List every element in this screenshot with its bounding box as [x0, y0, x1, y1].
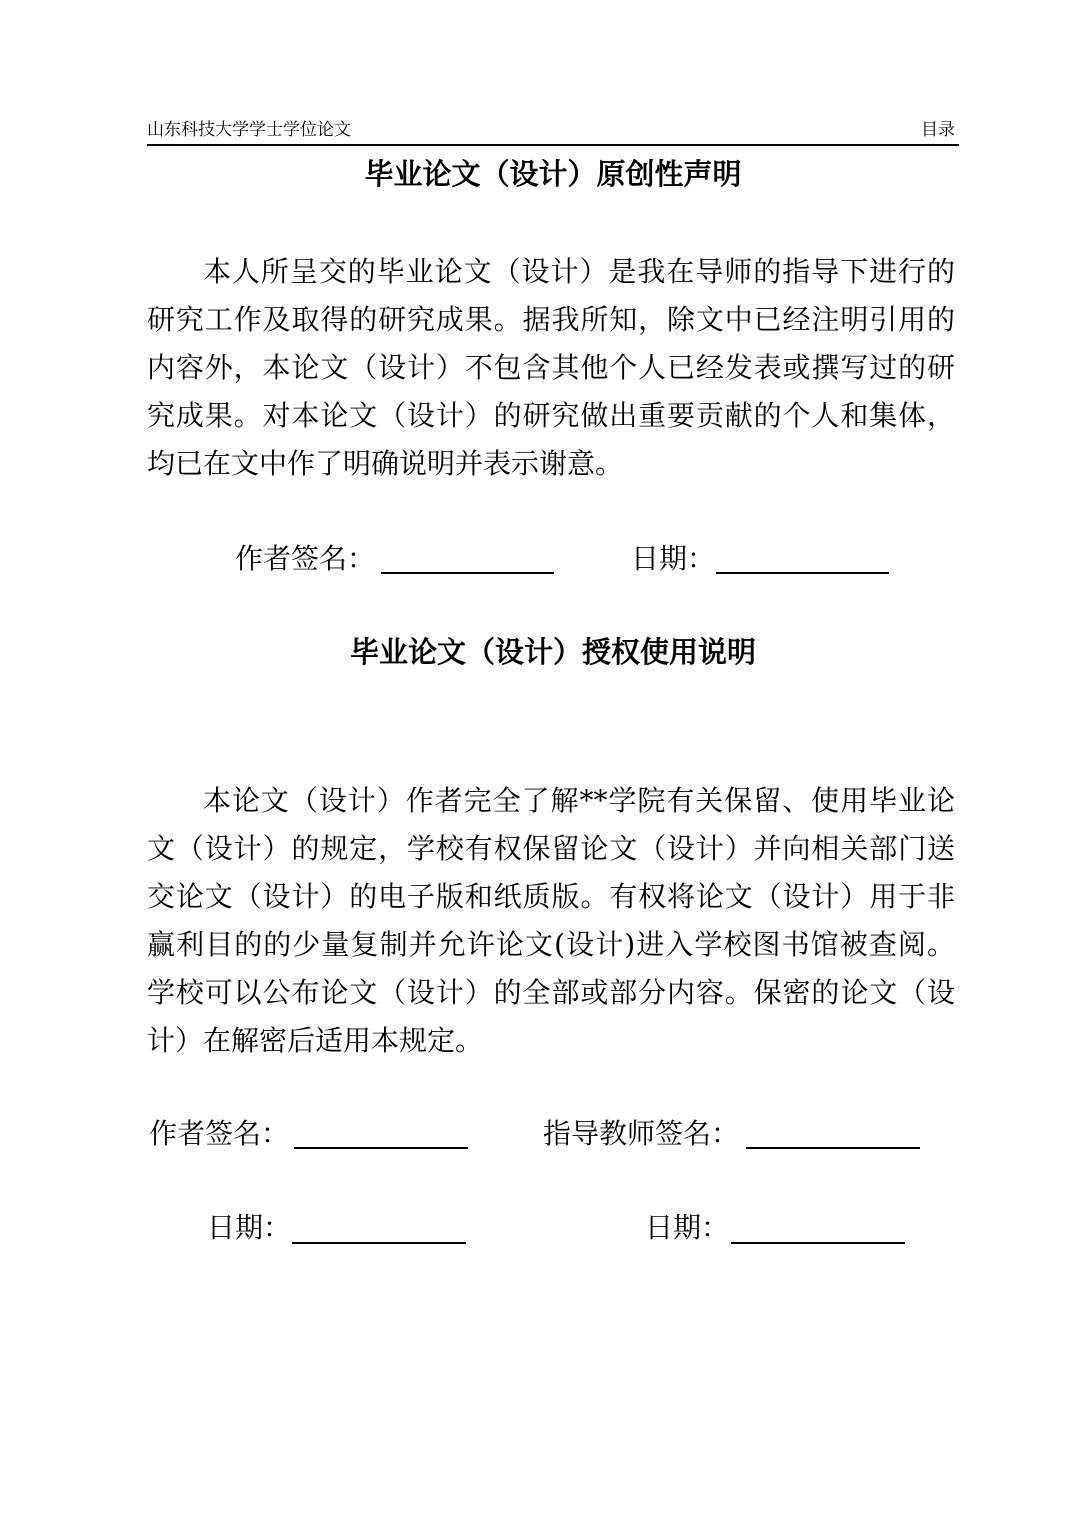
authorization-author-date-field[interactable] [292, 1242, 466, 1244]
declaration-author-sign-label: 作者签名： [235, 542, 376, 575]
page-header [147, 118, 959, 146]
authorization-line: 赢利目的的少量复制并允许论文(设计)进入学校图书馆被查阅。 [147, 928, 955, 961]
authorization-line: 本论文（设计）作者完全了解**学院有关保留、使用毕业论 [203, 784, 955, 817]
declaration-line: 均已在文中作了明确说明并表示谢意。 [147, 447, 624, 480]
authorization-line: 文（设计）的规定，学校有权保留论文（设计）并向相关部门送 [147, 832, 955, 865]
declaration-date-field[interactable] [716, 572, 889, 574]
authorization-advisor-date-field[interactable] [731, 1242, 905, 1244]
authorization-title: 毕业论文（设计）授权使用说明 [349, 635, 756, 669]
authorization-advisor-sign-field[interactable] [746, 1147, 920, 1149]
declaration-title: 毕业论文（设计）原创性声明 [364, 157, 742, 191]
authorization-line: 计）在解密后适用本规定。 [147, 1024, 484, 1057]
authorization-advisor-date-label: 日期： [645, 1211, 730, 1244]
declaration-line: 究成果。对本论文（设计）的研究做出重要贡献的个人和集体， [147, 399, 955, 432]
authorization-author-date-label: 日期： [207, 1211, 292, 1244]
declaration-line: 本人所呈交的毕业论文（设计）是我在导师的指导下进行的 [203, 255, 955, 288]
declaration-line: 内容外，本论文（设计）不包含其他个人已经发表或撰写过的研 [147, 351, 955, 384]
declaration-author-sign-field[interactable] [381, 572, 554, 574]
declaration-line: 研究工作及取得的研究成果。据我所知，除文中已经注明引用的 [147, 303, 955, 336]
authorization-body [147, 777, 955, 1065]
authorization-author-sign-label: 作者签名： [149, 1117, 290, 1150]
header-section-name: 目录 [921, 120, 955, 140]
header-thesis-name: 山东科技大学学士学位论文 [147, 120, 351, 140]
authorization-line: 交论文（设计）的电子版和纸质版。有权将论文（设计）用于非 [147, 880, 955, 913]
authorization-line: 学校可以公布论文（设计）的全部或部分内容。保密的论文（设 [147, 976, 955, 1009]
declaration-body [147, 248, 955, 488]
declaration-date-label: 日期： [631, 542, 716, 575]
authorization-advisor-sign-label: 指导教师签名： [543, 1117, 740, 1150]
authorization-author-sign-field[interactable] [294, 1147, 468, 1149]
